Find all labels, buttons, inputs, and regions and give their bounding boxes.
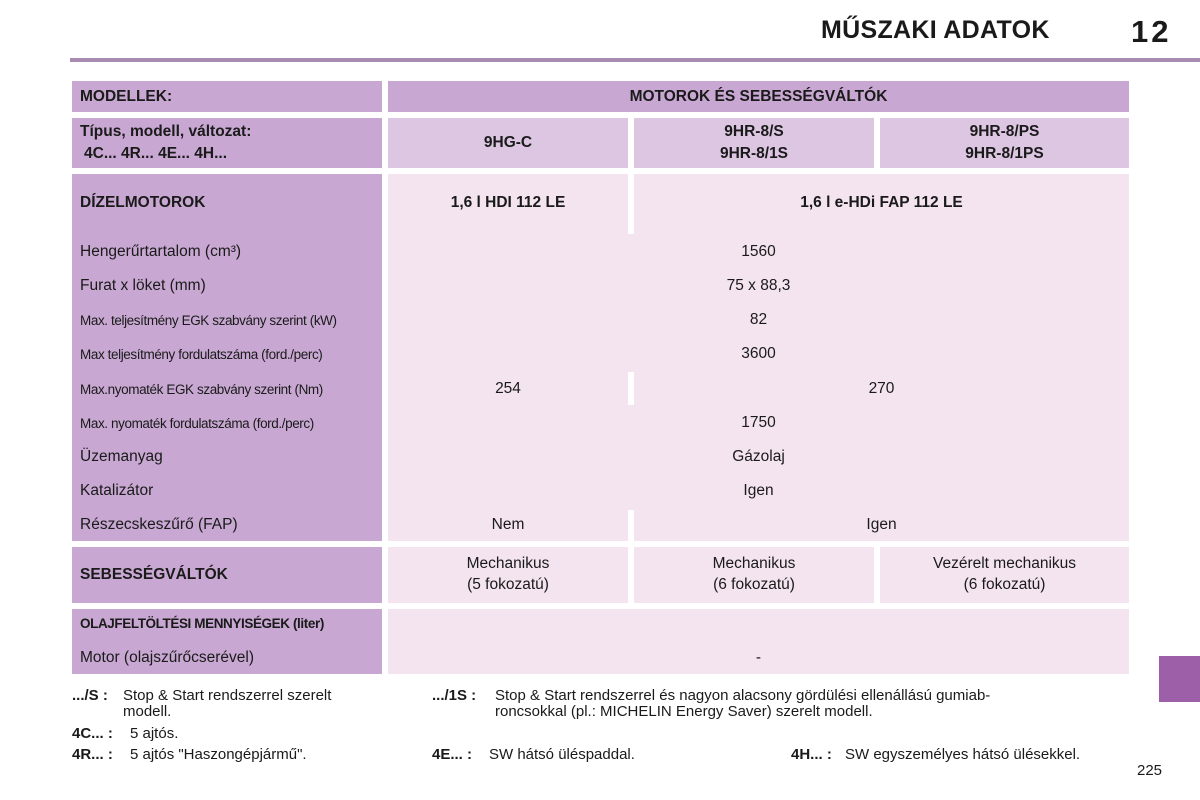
footnote-key-4e: 4E... : — [432, 746, 473, 763]
variant-2-line2: 9HR-8/1S — [719, 145, 789, 162]
footnote-text-s-line2: modell. — [123, 703, 172, 720]
footnote-key-4h: 4H... : — [791, 746, 832, 763]
row-value-displacement: 1560 — [741, 243, 776, 260]
chapter-side-tab — [1159, 656, 1200, 702]
row-value-particle-filter-a: Nem — [491, 516, 525, 533]
footnote-key-4r: 4R... : — [72, 746, 113, 763]
diesel-label: DÍZELMOTOROK — [80, 194, 206, 211]
oil-label: OLAJFELTÖLTÉSI MENNYISÉGEK (liter) — [80, 616, 324, 631]
variant-2-line1: 9HR-8/S — [724, 123, 784, 140]
gearbox-3-line2: (6 fokozatú) — [963, 576, 1046, 593]
engine-1-name: 1,6 l HDI 112 LE — [450, 194, 566, 211]
footnote-text-4h: SW egyszemélyes hátsó ülésekkel. — [845, 746, 1081, 763]
variant-3-line1: 9HR-8/PS — [969, 123, 1040, 140]
gearbox-1-line1: Mechanikus — [466, 555, 550, 572]
section-title: MŰSZAKI ADATOK — [821, 16, 1050, 44]
row-value-particle-filter-b: Igen — [866, 516, 897, 533]
variant-3-line2: 9HR-8/1PS — [965, 145, 1044, 162]
type-label-line1: Típus, modell, változat: — [80, 123, 252, 140]
oil-row-value: - — [755, 649, 762, 666]
row-label-catalyst: Katalizátor — [80, 482, 154, 499]
footnote-text-4e: SW hátsó üléspaddal. — [489, 746, 635, 763]
row-label-displacement: Hengerűrtartalom (cm³) — [80, 243, 242, 260]
gearbox-3-line1: Vezérelt mechanikus — [932, 555, 1077, 572]
models-label: MODELLEK: — [80, 88, 173, 105]
page-number: 225 — [1137, 762, 1163, 779]
row-label-power-rpm: Max teljesítmény fordulatszáma (ford./perc) — [80, 347, 323, 362]
footnote-text-s-line1: Stop & Start rendszerrel szerelt — [123, 687, 332, 704]
row-value-bore-stroke: 75 x 88,3 — [726, 277, 791, 294]
row-label-particle-filter: Részecskeszűrő (FAP) — [80, 516, 238, 533]
gearbox-label: SEBESSÉGVÁLTÓK — [80, 566, 228, 583]
footnote-key-4c: 4C... : — [72, 725, 113, 742]
footnote-text-1s-line1: Stop & Start rendszerrel és nagyon alacsony gördülési ellenállású gumiab- — [495, 687, 991, 704]
row-value-torque-rpm: 1750 — [741, 414, 776, 431]
row-label-bore-stroke: Furat x löket (mm) — [80, 277, 206, 294]
row-label-torque-rpm: Max. nyomaték fordulatszáma (ford./perc) — [80, 416, 314, 431]
engine-2-name: 1,6 l e-HDi FAP 112 LE — [800, 194, 963, 211]
footnote-text-4r: 5 ajtós "Haszongépjármű". — [130, 746, 307, 763]
chapter-number: 12 — [1131, 14, 1172, 49]
footnote-key-1s: .../1S : — [432, 687, 477, 704]
header-divider — [70, 58, 1200, 62]
oil-row-label: Motor (olajszűrőcserével) — [80, 649, 254, 666]
gearbox-1-line2: (5 fokozatú) — [467, 576, 549, 593]
engines-header: MOTOROK ÉS SEBESSÉGVÁLTÓK — [629, 88, 888, 105]
row-value-max-power: 82 — [749, 311, 768, 328]
footnote-key-s: .../S : — [72, 687, 108, 704]
variant-1-line1: 9HG-C — [483, 134, 533, 151]
footnote-text-4c: 5 ajtós. — [130, 725, 179, 742]
row-value-fuel: Gázolaj — [732, 448, 785, 465]
gearbox-2-line1: Mechanikus — [712, 555, 796, 572]
type-label-line2: 4C... 4R... 4E... 4H... — [84, 145, 227, 162]
row-value-power-rpm: 3600 — [741, 345, 776, 362]
row-label-fuel: Üzemanyag — [80, 448, 163, 465]
row-value-max-torque-b: 270 — [868, 380, 895, 397]
row-label-max-torque: Max.nyomaték EGK szabvány szerint (Nm) — [80, 382, 323, 397]
gearbox-2-line2: (6 fokozatú) — [713, 576, 795, 593]
row-value-catalyst: Igen — [743, 482, 774, 499]
row-value-max-torque-a: 254 — [495, 380, 521, 397]
footnote-text-1s-line2: roncsokkal (pl.: MICHELIN Energy Saver) szerelt modell. — [495, 703, 873, 720]
row-label-max-power: Max. teljesítmény EGK szabvány szerint (kW) — [80, 313, 337, 328]
